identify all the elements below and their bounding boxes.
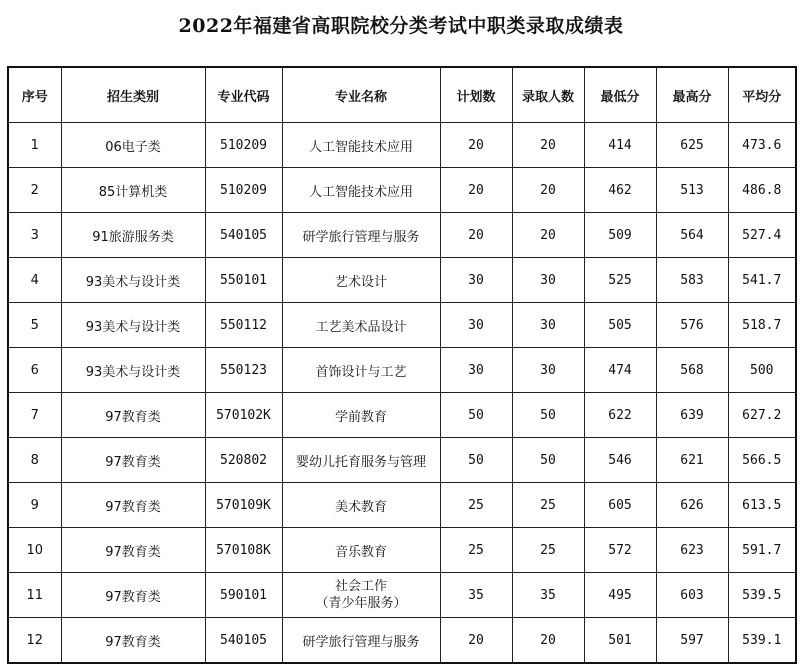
cell-col-max-score: 583: [656, 258, 728, 303]
cell-col-avg-score: 539.1: [728, 618, 796, 664]
cell-col-major-code: 570108K: [205, 528, 282, 573]
cell-col-avg-score: 627.2: [728, 393, 796, 438]
cell-col-major-name: 人工智能技术应用: [282, 168, 440, 213]
cell-col-avg-score: 566.5: [728, 438, 796, 483]
cell-col-index: 6: [8, 348, 61, 393]
cell-col-major-code: 520802: [205, 438, 282, 483]
header-col-min-score: 最低分: [584, 67, 656, 123]
cell-col-max-score: 513: [656, 168, 728, 213]
cell-col-index: 3: [8, 213, 61, 258]
cell-col-admitted: 20: [512, 168, 584, 213]
cell-col-major-name: 婴幼儿托育服务与管理: [282, 438, 440, 483]
cell-col-admitted: 25: [512, 528, 584, 573]
cell-col-admitted: 50: [512, 393, 584, 438]
cell-col-max-score: 639: [656, 393, 728, 438]
cell-col-major-code: 540105: [205, 618, 282, 664]
cell-col-avg-score: 539.5: [728, 573, 796, 618]
header-col-avg-score: 平均分: [728, 67, 796, 123]
cell-col-max-score: 564: [656, 213, 728, 258]
cell-col-max-score: 603: [656, 573, 728, 618]
table-row: [8, 168, 796, 213]
cell-col-category: 93美术与设计类: [61, 303, 205, 348]
cell-col-major-code: 550101: [205, 258, 282, 303]
cell-col-admitted: 20: [512, 618, 584, 664]
header-col-index: 序号: [8, 67, 61, 123]
cell-col-major-code: 550112: [205, 303, 282, 348]
cell-col-max-score: 626: [656, 483, 728, 528]
table-row: [8, 618, 796, 664]
cell-col-min-score: 605: [584, 483, 656, 528]
cell-col-min-score: 525: [584, 258, 656, 303]
cell-col-category: 85计算机类: [61, 168, 205, 213]
cell-col-major-name: 音乐教育: [282, 528, 440, 573]
header-col-admitted: 录取人数: [512, 67, 584, 123]
cell-col-major-name: 社会工作 （青少年服务）: [282, 573, 440, 618]
cell-col-avg-score: 591.7: [728, 528, 796, 573]
cell-col-category: 06电子类: [61, 123, 205, 168]
cell-col-plan: 50: [440, 438, 512, 483]
header-col-category: 招生类别: [61, 67, 205, 123]
cell-col-index: 11: [8, 573, 61, 618]
page-title: 2022年福建省高职院校分类考试中职类录取成绩表: [178, 15, 624, 37]
cell-col-index: 10: [8, 528, 61, 573]
cell-col-major-name: 学前教育: [282, 393, 440, 438]
header-col-major-name: 专业名称: [282, 67, 440, 123]
cell-col-admitted: 30: [512, 258, 584, 303]
cell-col-index: 1: [8, 123, 61, 168]
cell-col-min-score: 501: [584, 618, 656, 664]
header-col-plan: 计划数: [440, 67, 512, 123]
cell-col-max-score: 576: [656, 303, 728, 348]
table-row: [8, 528, 796, 573]
cell-col-index: 12: [8, 618, 61, 664]
table-row: [8, 213, 796, 258]
table-body: [8, 123, 796, 664]
cell-col-avg-score: 500: [728, 348, 796, 393]
cell-col-admitted: 50: [512, 438, 584, 483]
cell-col-major-name: 研学旅行管理与服务: [282, 213, 440, 258]
cell-col-category: 97教育类: [61, 528, 205, 573]
cell-col-min-score: 414: [584, 123, 656, 168]
cell-col-major-code: 570109K: [205, 483, 282, 528]
cell-col-avg-score: 613.5: [728, 483, 796, 528]
cell-col-plan: 30: [440, 348, 512, 393]
cell-col-major-name: 工艺美术品设计: [282, 303, 440, 348]
cell-col-min-score: 622: [584, 393, 656, 438]
table-row: [8, 393, 796, 438]
header-col-major-code: 专业代码: [205, 67, 282, 123]
cell-col-admitted: 30: [512, 303, 584, 348]
cell-col-major-code: 540105: [205, 213, 282, 258]
table-row: [8, 258, 796, 303]
cell-col-index: 8: [8, 438, 61, 483]
cell-col-plan: 25: [440, 528, 512, 573]
cell-col-admitted: 20: [512, 213, 584, 258]
cell-col-max-score: 621: [656, 438, 728, 483]
cell-col-plan: 25: [440, 483, 512, 528]
cell-col-min-score: 462: [584, 168, 656, 213]
cell-col-max-score: 568: [656, 348, 728, 393]
cell-col-plan: 20: [440, 123, 512, 168]
cell-col-avg-score: 541.7: [728, 258, 796, 303]
cell-col-min-score: 505: [584, 303, 656, 348]
cell-col-max-score: 597: [656, 618, 728, 664]
cell-col-plan: 30: [440, 258, 512, 303]
cell-col-plan: 30: [440, 303, 512, 348]
cell-col-avg-score: 518.7: [728, 303, 796, 348]
table-row: [8, 348, 796, 393]
cell-col-plan: 20: [440, 168, 512, 213]
header-col-max-score: 最高分: [656, 67, 728, 123]
cell-col-major-code: 590101: [205, 573, 282, 618]
cell-col-major-name: 艺术设计: [282, 258, 440, 303]
table-row: [8, 123, 796, 168]
cell-col-min-score: 546: [584, 438, 656, 483]
cell-col-plan: 20: [440, 618, 512, 664]
cell-col-avg-score: 527.4: [728, 213, 796, 258]
cell-col-category: 97教育类: [61, 483, 205, 528]
cell-col-major-name: 人工智能技术应用: [282, 123, 440, 168]
cell-col-category: 93美术与设计类: [61, 348, 205, 393]
table-row: [8, 438, 796, 483]
cell-col-index: 9: [8, 483, 61, 528]
table-header-row: [8, 67, 796, 123]
admission-scores-table: [7, 66, 797, 664]
cell-col-admitted: 35: [512, 573, 584, 618]
cell-col-major-code: 510209: [205, 168, 282, 213]
cell-col-major-code: 510209: [205, 123, 282, 168]
cell-col-category: 97教育类: [61, 438, 205, 483]
cell-col-min-score: 572: [584, 528, 656, 573]
cell-col-plan: 20: [440, 213, 512, 258]
table-row: [8, 303, 796, 348]
cell-col-min-score: 495: [584, 573, 656, 618]
cell-col-major-name: 美术教育: [282, 483, 440, 528]
cell-col-admitted: 30: [512, 348, 584, 393]
cell-col-avg-score: 486.8: [728, 168, 796, 213]
cell-col-avg-score: 473.6: [728, 123, 796, 168]
cell-col-min-score: 509: [584, 213, 656, 258]
cell-col-max-score: 623: [656, 528, 728, 573]
table-row: [8, 483, 796, 528]
table-row: [8, 573, 796, 618]
cell-col-min-score: 474: [584, 348, 656, 393]
cell-col-category: 91旅游服务类: [61, 213, 205, 258]
cell-col-category: 97教育类: [61, 393, 205, 438]
cell-col-category: 97教育类: [61, 618, 205, 664]
cell-col-index: 2: [8, 168, 61, 213]
cell-col-major-name: 首饰设计与工艺: [282, 348, 440, 393]
cell-col-admitted: 20: [512, 123, 584, 168]
cell-col-admitted: 25: [512, 483, 584, 528]
cell-col-max-score: 625: [656, 123, 728, 168]
cell-col-major-name: 研学旅行管理与服务: [282, 618, 440, 664]
cell-col-category: 97教育类: [61, 573, 205, 618]
cell-col-category: 93美术与设计类: [61, 258, 205, 303]
cell-col-index: 5: [8, 303, 61, 348]
cell-col-index: 7: [8, 393, 61, 438]
cell-col-plan: 50: [440, 393, 512, 438]
cell-col-major-code: 550123: [205, 348, 282, 393]
cell-col-plan: 35: [440, 573, 512, 618]
cell-col-major-code: 570102K: [205, 393, 282, 438]
cell-col-index: 4: [8, 258, 61, 303]
